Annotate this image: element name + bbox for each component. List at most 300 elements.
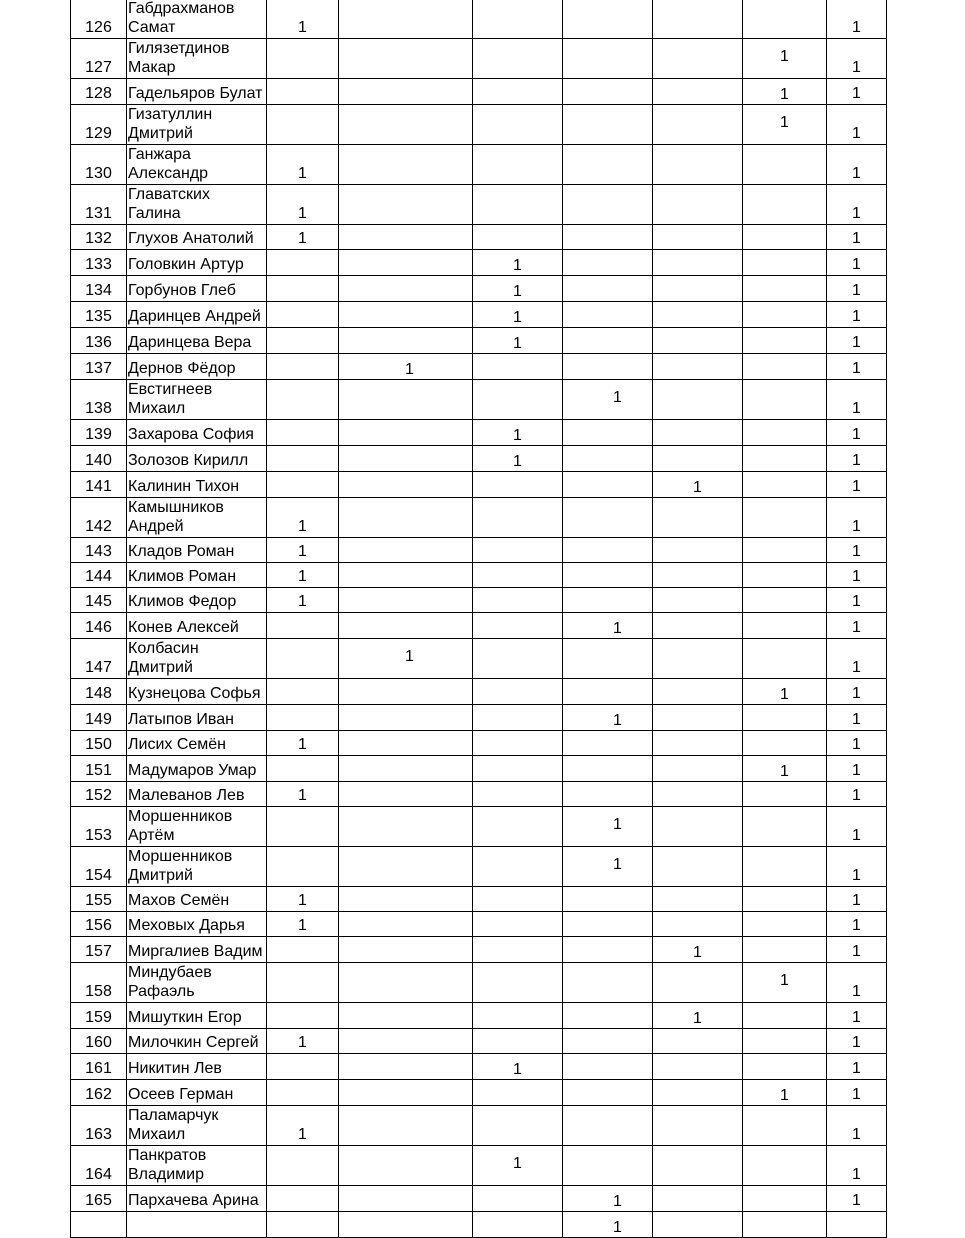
row-number-cell: 149 — [71, 705, 127, 731]
mark-value: 1 — [298, 205, 307, 222]
mark-cell-c3 — [473, 380, 563, 420]
student-name-cell: Колбасин Дмитрий — [127, 639, 267, 679]
total-cell — [827, 563, 887, 588]
row-number-cell: 158 — [71, 963, 127, 1003]
total-cell — [827, 105, 887, 145]
mark-cell-c6 — [743, 1029, 827, 1054]
row-number-cell: 154 — [71, 847, 127, 887]
table-row — [71, 912, 887, 937]
total-value: 1 — [852, 518, 861, 535]
student-name-cell: Кладов Роман — [127, 538, 267, 563]
mark-value: 1 — [513, 335, 522, 352]
mark-cell-c4 — [563, 0, 653, 39]
total-value: 1 — [852, 685, 861, 702]
mark-value — [598, 645, 618, 653]
row-number-cell: 138 — [71, 380, 127, 420]
mark-cell-c4 — [563, 963, 653, 1003]
mark-cell-c2 — [339, 807, 473, 847]
table-row — [71, 1054, 887, 1080]
mark-cell-c2 — [339, 1029, 473, 1054]
row-number-cell: 135 — [71, 302, 127, 328]
row-number-cell: 136 — [71, 328, 127, 354]
mark-cell-c4 — [563, 1080, 653, 1106]
mark-cell-c5 — [653, 887, 743, 912]
table-row — [71, 963, 887, 1003]
student-name-cell — [127, 1212, 267, 1238]
mark-cell-c2 — [339, 1003, 473, 1029]
mark-cell-c1 — [267, 79, 339, 105]
total-cell — [827, 472, 887, 498]
mark-cell-c2 — [339, 250, 473, 276]
mark-cell-c6 — [743, 328, 827, 354]
mark-value: 1 — [298, 230, 307, 247]
row-number-cell: 156 — [71, 912, 127, 937]
mark-cell-c3 — [473, 912, 563, 937]
mark-cell-c2 — [339, 963, 473, 1003]
table-row — [71, 731, 887, 756]
mark-value: 1 — [693, 479, 702, 496]
mark-cell-c3 — [473, 328, 563, 354]
table-row — [71, 679, 887, 705]
table-row — [71, 380, 887, 420]
mark-cell-c1 — [267, 639, 339, 679]
total-value: 1 — [852, 400, 861, 417]
total-cell — [827, 639, 887, 679]
mark-cell-c6 — [743, 1212, 827, 1238]
row-number-cell: 159 — [71, 1003, 127, 1029]
mark-cell-c1 — [267, 145, 339, 185]
mark-cell-c3 — [473, 1029, 563, 1054]
total-cell — [827, 1186, 887, 1212]
mark-value — [402, 310, 410, 316]
mark-cell-c1 — [267, 807, 339, 847]
mark-value: 1 — [298, 518, 307, 535]
total-value: 1 — [852, 125, 861, 142]
row-number-cell: 161 — [71, 1054, 127, 1080]
mark-cell-c5 — [653, 1029, 743, 1054]
mark-value: 1 — [780, 972, 789, 989]
mark-cell-c1 — [267, 1186, 339, 1212]
mark-cell-c3 — [473, 145, 563, 185]
table-row — [71, 472, 887, 498]
row-number-cell: 131 — [71, 185, 127, 225]
mark-cell-c4 — [563, 731, 653, 756]
mark-cell-c2 — [339, 847, 473, 887]
total-value: 1 — [852, 1034, 861, 1051]
mark-cell-c3 — [473, 1003, 563, 1029]
mark-cell-c1 — [267, 613, 339, 639]
mark-cell-c5 — [653, 250, 743, 276]
mark-cell-c4 — [563, 446, 653, 472]
mark-value — [402, 596, 410, 602]
mark-cell-c4 — [563, 887, 653, 912]
mark-value — [402, 853, 410, 861]
mark-cell-c5 — [653, 354, 743, 380]
mark-cell-c2 — [339, 79, 473, 105]
mark-cell-c1 — [267, 1212, 339, 1238]
total-value: 1 — [852, 85, 861, 102]
row-number-cell — [71, 1212, 127, 1238]
row-number-cell: 127 — [71, 39, 127, 79]
total-value: 1 — [852, 478, 861, 495]
mark-cell-c1 — [267, 679, 339, 705]
total-value: 1 — [852, 943, 861, 960]
student-name-cell: Даринцев Андрей — [127, 302, 267, 328]
mark-cell-c1 — [267, 887, 339, 912]
total-value: 1 — [852, 787, 861, 804]
mark-value — [598, 1088, 618, 1094]
mark-value: 1 — [298, 736, 307, 753]
mark-value: 1 — [513, 1155, 522, 1172]
mark-cell-c1 — [267, 1080, 339, 1106]
student-name-cell: Моршенников Дмитрий — [127, 847, 267, 887]
mark-cell-c4 — [563, 498, 653, 538]
mark-cell-c1 — [267, 1146, 339, 1186]
mark-cell-c2 — [339, 937, 473, 963]
mark-value — [598, 739, 618, 745]
total-cell — [827, 912, 887, 937]
row-number-cell: 133 — [71, 250, 127, 276]
mark-cell-c4 — [563, 538, 653, 563]
mark-cell-c3 — [473, 1212, 563, 1238]
total-cell — [827, 225, 887, 250]
mark-value: 1 — [693, 944, 702, 961]
table-row — [71, 1212, 887, 1238]
mark-cell-c5 — [653, 912, 743, 937]
total-cell — [827, 79, 887, 105]
total-cell — [827, 1003, 887, 1029]
total-cell — [827, 328, 887, 354]
row-number-cell: 157 — [71, 937, 127, 963]
mark-cell-c6 — [743, 613, 827, 639]
mark-value — [402, 895, 410, 901]
table-row — [71, 420, 887, 446]
mark-cell-c5 — [653, 225, 743, 250]
total-cell — [827, 276, 887, 302]
mark-cell-c6 — [743, 1003, 827, 1029]
mark-value — [598, 504, 618, 512]
mark-cell-c5 — [653, 276, 743, 302]
mark-cell-c4 — [563, 563, 653, 588]
mark-cell-c1 — [267, 302, 339, 328]
row-number-cell: 143 — [71, 538, 127, 563]
mark-cell-c2 — [339, 39, 473, 79]
row-number-cell: 160 — [71, 1029, 127, 1054]
mark-cell-c5 — [653, 937, 743, 963]
total-cell — [827, 1212, 887, 1238]
mark-cell-c3 — [473, 887, 563, 912]
mark-cell-c2 — [339, 420, 473, 446]
mark-cell-c2 — [339, 679, 473, 705]
mark-cell-c6 — [743, 731, 827, 756]
mark-cell-c1 — [267, 328, 339, 354]
mark-cell-c5 — [653, 472, 743, 498]
student-name-cell: Панкратов Владимир — [127, 1146, 267, 1186]
mark-value — [598, 1112, 618, 1120]
mark-cell-c3 — [473, 185, 563, 225]
total-value: 1 — [852, 308, 861, 325]
mark-cell-c2 — [339, 639, 473, 679]
student-name-cell: Меховых Дарья — [127, 912, 267, 937]
mark-value: 1 — [298, 892, 307, 909]
total-value: 1 — [852, 983, 861, 1000]
mark-value — [402, 1194, 410, 1200]
mark-cell-c5 — [653, 185, 743, 225]
mark-value: 1 — [780, 114, 789, 131]
mark-cell-c3 — [473, 538, 563, 563]
mark-value — [598, 258, 618, 264]
mark-value: 1 — [298, 917, 307, 934]
table-row — [71, 225, 887, 250]
mark-cell-c3 — [473, 1186, 563, 1212]
total-value: 1 — [852, 282, 861, 299]
mark-cell-c2 — [339, 1186, 473, 1212]
mark-cell-c5 — [653, 0, 743, 39]
total-cell — [827, 0, 887, 39]
row-number-cell: 129 — [71, 105, 127, 145]
mark-value — [402, 920, 410, 926]
total-cell — [827, 937, 887, 963]
mark-value — [598, 284, 618, 290]
student-name-cell: Мадумаров Умар — [127, 756, 267, 782]
total-value: 1 — [852, 1166, 861, 1183]
mark-value: 1 — [613, 389, 622, 406]
mark-cell-c4 — [563, 1003, 653, 1029]
mark-cell-c5 — [653, 731, 743, 756]
student-name-cell: Лисих Семён — [127, 731, 267, 756]
mark-cell-c5 — [653, 1106, 743, 1146]
total-cell — [827, 446, 887, 472]
total-value: 1 — [852, 1009, 861, 1026]
mark-cell-c1 — [267, 380, 339, 420]
table-row — [71, 756, 887, 782]
mark-value: 1 — [405, 361, 414, 378]
student-name-cell: Малеванов Лев — [127, 782, 267, 807]
mark-value — [402, 969, 410, 977]
mark-cell-c5 — [653, 302, 743, 328]
mark-value — [598, 895, 618, 901]
mark-cell-c3 — [473, 705, 563, 731]
table-row — [71, 0, 887, 39]
mark-value — [598, 790, 618, 796]
mark-cell-c4 — [563, 420, 653, 446]
mark-cell-c4 — [563, 937, 653, 963]
row-number-cell: 163 — [71, 1106, 127, 1146]
mark-value: 1 — [513, 283, 522, 300]
total-value: 1 — [852, 19, 861, 36]
mark-value — [402, 45, 410, 53]
mark-value — [402, 87, 410, 93]
mark-cell-c1 — [267, 782, 339, 807]
mark-cell-c2 — [339, 613, 473, 639]
mark-cell-c1 — [267, 731, 339, 756]
students-table — [70, 0, 887, 1238]
mark-cell-c1 — [267, 39, 339, 79]
mark-value: 1 — [613, 1219, 622, 1236]
table-row — [71, 613, 887, 639]
mark-value — [598, 920, 618, 926]
mark-value — [402, 546, 410, 552]
table-row — [71, 639, 887, 679]
mark-cell-c2 — [339, 225, 473, 250]
mark-value: 1 — [298, 568, 307, 585]
mark-cell-c5 — [653, 39, 743, 79]
student-name-cell: Главатских Галина — [127, 185, 267, 225]
mark-cell-c2 — [339, 472, 473, 498]
mark-value — [402, 739, 410, 745]
mark-cell-c2 — [339, 145, 473, 185]
mark-cell-c5 — [653, 1146, 743, 1186]
total-cell — [827, 847, 887, 887]
mark-cell-c4 — [563, 588, 653, 613]
total-value: 1 — [852, 426, 861, 443]
mark-cell-c3 — [473, 613, 563, 639]
mark-cell-c4 — [563, 185, 653, 225]
mark-cell-c4 — [563, 328, 653, 354]
mark-cell-c1 — [267, 446, 339, 472]
mark-value — [402, 233, 410, 239]
mark-value: 1 — [613, 856, 622, 873]
mark-cell-c2 — [339, 705, 473, 731]
mark-cell-c6 — [743, 887, 827, 912]
student-name-cell: Дернов Фёдор — [127, 354, 267, 380]
table-row — [71, 588, 887, 613]
mark-value — [598, 1011, 618, 1017]
mark-cell-c5 — [653, 1212, 743, 1238]
table-row — [71, 79, 887, 105]
mark-cell-c1 — [267, 538, 339, 563]
mark-cell-c3 — [473, 276, 563, 302]
table-row — [71, 1106, 887, 1146]
mark-cell-c1 — [267, 1003, 339, 1029]
mark-cell-c4 — [563, 847, 653, 887]
mark-value: 1 — [513, 309, 522, 326]
mark-cell-c5 — [653, 1080, 743, 1106]
total-cell — [827, 380, 887, 420]
mark-cell-c3 — [473, 1106, 563, 1146]
mark-value — [402, 1220, 410, 1226]
mark-cell-c4 — [563, 354, 653, 380]
mark-cell-c6 — [743, 912, 827, 937]
spreadsheet-page — [70, 0, 887, 1238]
mark-cell-c3 — [473, 679, 563, 705]
row-number-cell: 126 — [71, 0, 127, 39]
mark-cell-c4 — [563, 145, 653, 185]
mark-cell-c3 — [473, 563, 563, 588]
mark-value — [402, 191, 410, 199]
mark-value — [598, 191, 618, 199]
total-value: 1 — [852, 1086, 861, 1103]
table-row — [71, 354, 887, 380]
mark-value — [402, 504, 410, 512]
total-cell — [827, 1029, 887, 1054]
mark-value: 1 — [298, 165, 307, 182]
total-cell — [827, 731, 887, 756]
total-cell — [827, 887, 887, 912]
row-number-cell: 139 — [71, 420, 127, 446]
mark-cell-c1 — [267, 472, 339, 498]
total-value: 1 — [852, 59, 861, 76]
student-name-cell: Евстигнеев Михаил — [127, 380, 267, 420]
mark-cell-c1 — [267, 963, 339, 1003]
table-body — [71, 0, 887, 1238]
mark-value: 1 — [693, 1010, 702, 1027]
mark-cell-c6 — [743, 1080, 827, 1106]
row-number-cell: 145 — [71, 588, 127, 613]
mark-value: 1 — [298, 593, 307, 610]
mark-cell-c1 — [267, 0, 339, 39]
total-value: 1 — [852, 593, 861, 610]
total-value: 1 — [852, 917, 861, 934]
student-name-cell: Золозов Кирилл — [127, 446, 267, 472]
mark-cell-c5 — [653, 420, 743, 446]
mark-cell-c1 — [267, 588, 339, 613]
student-name-cell: Паламарчук Михаил — [127, 1106, 267, 1146]
table-row — [71, 538, 887, 563]
mark-cell-c5 — [653, 1003, 743, 1029]
table-row — [71, 276, 887, 302]
total-cell — [827, 1080, 887, 1106]
total-cell — [827, 420, 887, 446]
mark-cell-c5 — [653, 679, 743, 705]
mark-value: 1 — [513, 257, 522, 274]
total-value: 1 — [852, 827, 861, 844]
row-number-cell: 164 — [71, 1146, 127, 1186]
total-value: 1 — [852, 334, 861, 351]
student-name-cell: Гизатуллин Дмитрий — [127, 105, 267, 145]
total-value: 1 — [852, 867, 861, 884]
mark-value — [402, 813, 410, 821]
mark-cell-c2 — [339, 328, 473, 354]
mark-cell-c4 — [563, 79, 653, 105]
total-value: 1 — [852, 230, 861, 247]
mark-cell-c4 — [563, 472, 653, 498]
mark-cell-c4 — [563, 105, 653, 145]
total-cell — [827, 705, 887, 731]
student-name-cell: Миндубаев Рафаэль — [127, 963, 267, 1003]
mark-cell-c4 — [563, 613, 653, 639]
mark-value — [402, 454, 410, 460]
mark-value — [402, 284, 410, 290]
mark-cell-c4 — [563, 756, 653, 782]
mark-cell-c6 — [743, 705, 827, 731]
mark-cell-c6 — [743, 847, 827, 887]
row-number-cell: 144 — [71, 563, 127, 588]
mark-cell-c2 — [339, 887, 473, 912]
mark-cell-c6 — [743, 472, 827, 498]
table-row — [71, 105, 887, 145]
mark-cell-c5 — [653, 145, 743, 185]
mark-cell-c3 — [473, 472, 563, 498]
mark-cell-c2 — [339, 498, 473, 538]
mark-cell-c3 — [473, 1146, 563, 1186]
mark-cell-c4 — [563, 1106, 653, 1146]
mark-value — [402, 1037, 410, 1043]
total-value: 1 — [852, 762, 861, 779]
mark-cell-c6 — [743, 679, 827, 705]
total-value: 1 — [852, 568, 861, 585]
mark-value — [598, 1037, 618, 1043]
mark-value: 1 — [513, 453, 522, 470]
mark-cell-c5 — [653, 105, 743, 145]
mark-value — [598, 428, 618, 434]
mark-value — [598, 480, 618, 486]
mark-value — [402, 1152, 410, 1160]
mark-cell-c2 — [339, 446, 473, 472]
mark-cell-c1 — [267, 1029, 339, 1054]
mark-cell-c3 — [473, 1080, 563, 1106]
mark-cell-c5 — [653, 563, 743, 588]
